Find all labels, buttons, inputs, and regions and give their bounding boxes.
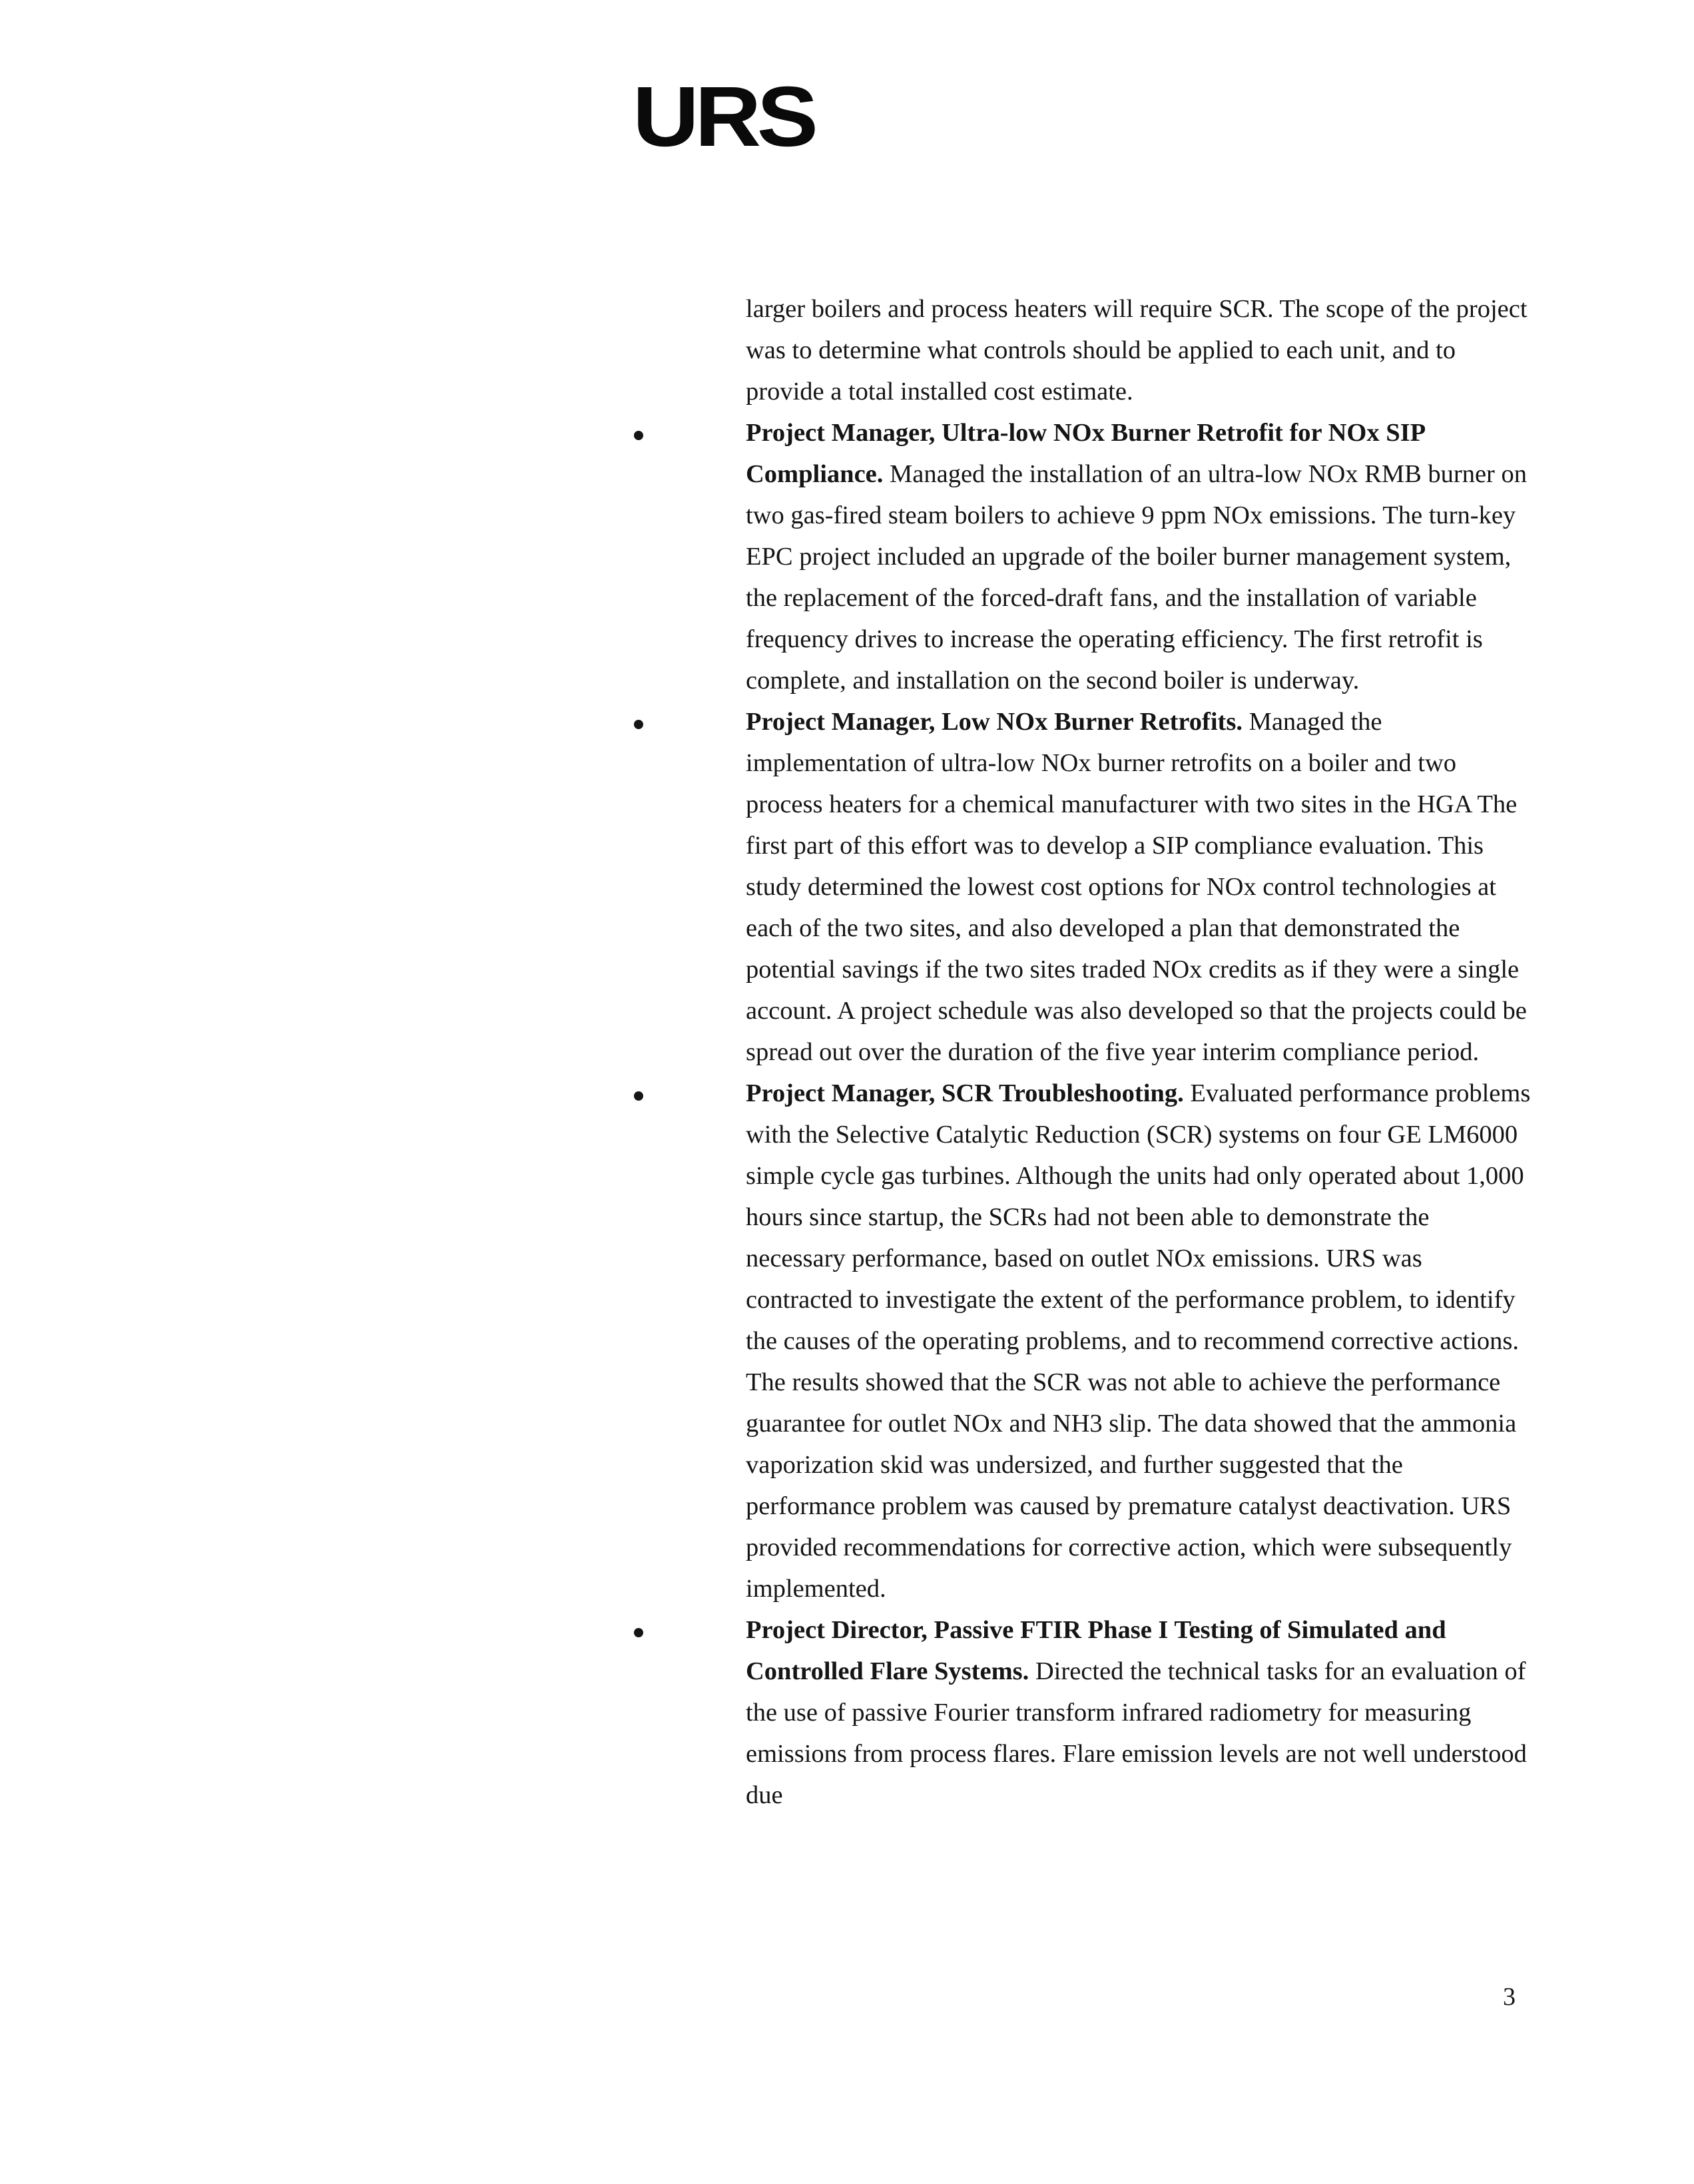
entry-text: Evaluated performance problems with the Selective Catalytic Reduction (SCR) systems on four GE LM6000 simple cycle gas turbines. Although the units had only operated about 1,000 hours since startup, the SCRs had not been able to demonstrate the necessary performance, based on outlet NOx emissions. URS was contracted to investigate the extent of the performance problem, to identify the causes of the operating problems, and to recommend corrective actions. The results showed that the SCR was not able to achieve the performance guarantee for outlet NOx and NH3 slip. The data showed that the ammonia vaporization skid was undersized, and further suggested that the performance problem was caused by premature catalyst deactivation. URS provided recommendations for corrective action, which were subsequently implemented. bbox=[746, 1079, 1531, 1603]
page-number: 3 bbox=[1503, 1983, 1516, 2011]
bullet-icon bbox=[634, 720, 643, 729]
entry-text: Managed the installation of an ultra-low NOx RMB burner on two gas-fired steam boilers to achieve 9 ppm NOx emissions. The turn-key EPC project included an upgrade of the boiler burner management system, the replacement of the forced-draft fans, and the installation of variable frequency drives to increase the operating efficiency. The first retrofit is complete, and installation on the second boiler is underway. bbox=[746, 460, 1527, 694]
project-entry-passive-ftir bbox=[746, 1609, 1532, 1816]
entry-title: Project Manager, Low NOx Burner Retrofits. bbox=[746, 708, 1249, 736]
entry-title: Project Manager, Ultra-low NOx Burner Retrofit for NOx SIP Compliance. bbox=[746, 419, 1424, 488]
entry-text: Managed the implementation of ultra-low NOx burner retrofits on a boiler and two process heaters for a chemical manufacturer with two sites in the HGA The first part of this effort was to develop a SIP compliance evaluation. This study determined the lowest cost options for NOx control technologies at each of the two sites, and also developed a plan that demonstrated the potential savings if the two sites traded NOx credits as if they were a single account. A project schedule was also developed so that the projects could be spread out over the duration of the five year interim compliance period. bbox=[746, 708, 1527, 1066]
urs-logo: URS bbox=[633, 69, 814, 164]
bullet-icon bbox=[634, 1091, 643, 1101]
project-entry-low-nox-retrofits bbox=[746, 701, 1532, 1073]
bullet-icon bbox=[634, 1628, 643, 1637]
project-entry-ultra-low-nox bbox=[746, 412, 1532, 701]
entry-title: Project Director, Passive FTIR Phase I Testing of Simulated and Controlled Flare Systems. bbox=[746, 1616, 1446, 1685]
intro-paragraph: larger boilers and process heaters will require SCR. The scope of the project was to determine what controls should be applied to each unit, and to provide a total installed cost estimate. bbox=[746, 295, 1528, 406]
bullet-icon bbox=[634, 431, 643, 440]
entry-title: Project Manager, SCR Troubleshooting. bbox=[746, 1079, 1191, 1107]
entry-text: Directed the technical tasks for an evaluation of the use of passive Fourier transform infrared radiometry for measuring emissions from process flares. Flare emission levels are not well understood due bbox=[746, 1657, 1527, 1809]
document-body bbox=[746, 288, 1532, 1816]
project-entry-scr-troubleshooting bbox=[746, 1073, 1532, 1609]
